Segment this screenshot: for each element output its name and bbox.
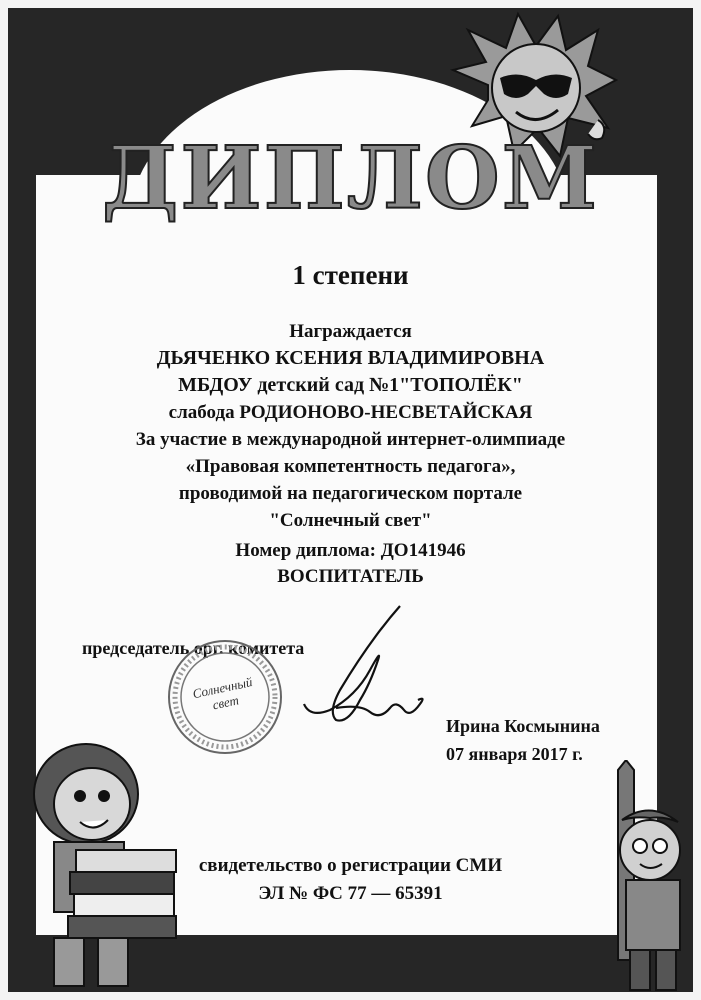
stamp-text: Солнечный свет [191, 674, 254, 713]
registration-number: ЭЛ № ФС 77 — 65391 [258, 883, 443, 904]
portal-name: "Солнечный свет" [269, 510, 432, 531]
recipient-position: ВОСПИТАТЕЛЬ [277, 566, 424, 587]
olympiad-name: «Правовая компетентность педагога», [185, 456, 516, 477]
girl-with-books-illustration [14, 732, 184, 994]
chairman-label: председатель орг. комитета [82, 638, 305, 658]
locality: слабода РОДИОНОВО-НЕСВЕТАЙСКАЯ [168, 402, 533, 423]
award-text [0, 318, 701, 534]
issue-date: 07 января 2017 г. [446, 744, 583, 764]
diploma-number-block [0, 538, 701, 590]
diploma-degree: 1 степени [292, 260, 409, 290]
recipient-name: ДЬЯЧЕНКО КСЕНИЯ ВЛАДИМИРОВНА [156, 347, 545, 369]
institution-name: МБДОУ детский сад №1"ТОПОЛЁК" [178, 374, 523, 396]
awarded-label: Награждается [289, 321, 412, 342]
signature-icon [300, 600, 430, 740]
portal-text: проводимой на педагогическом портале [178, 483, 523, 504]
diploma-number: Номер диплома: ДО141946 [235, 540, 466, 561]
boy-with-pencil-illustration [560, 760, 692, 994]
registration-label: свидетельство о регистрации СМИ [198, 855, 503, 876]
signer-name: Ирина Космынина [446, 716, 600, 736]
participation-text: За участие в международной интернет-олимпиаде [135, 429, 566, 450]
diploma-title: ДИПЛОМ [101, 128, 600, 229]
